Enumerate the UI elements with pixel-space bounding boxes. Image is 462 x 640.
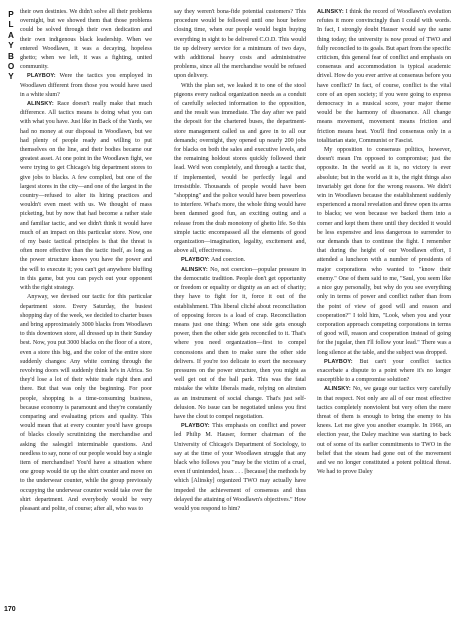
paragraph-text: My opposition to consensus politics, however, doesn't mean I'm opposed to compromise; just the opposite. In the world as it is, no victory is ever absolute; but in the world as it is, the right things also invariably get done for the wrong reasons. We didn't win in Woodlawn because the establishment suddenly experienced a moral revelation and threw open its arms to blacks; we won because we backed them into a corner and kept them there until they decided it would be less expensive and less dangerous to surrender to our demands than to continue the fight. I remember that during the height of our Woodlawn effort, I attended a luncheon with a number of presidents of major corporations who wanted to "know their enemy." One of them said to me, "Saul, you seem like a nice guy personally, but why do you see everything only in terms of power and conflict rather than from the point of view of good will and reason and cooperation?" I told him, "Look, when you and your corporation approach competing corporations in terms of good will, reason and cooperation instead of going for the jugular, then I'll follow your lead." There was a long silence at the table, and the subject was dropped. — [317, 147, 451, 356]
text-column-3 — [317, 8, 451, 632]
paragraph-text: Were the tactics you employed in Woodlawn different from those you would have used in a white slum? — [20, 73, 152, 98]
paragraph-text: And coercion. — [209, 257, 246, 264]
speaker-label: PLAYBOY: — [324, 358, 353, 365]
article-paragraph — [174, 256, 306, 265]
page-number: 170 — [4, 606, 16, 613]
paragraph-text: Race doesn't really make that much difference. All tactics means is doing what you can with what you have. Just like in Back of the Yards, we had no money at our disposal in Woodlawn, but we had plenty of people ready and willing to put themselves on the line, and their bodies became our greatest asset. At one point in the Woodlawn fight, we were trying to get Chicago's big department stores to give jobs to blacks. A few complied, but one of the largest stores in the city—and one of the largest in the country—refused to alter its hiring practices and wouldn't even meet with us. We thought of mass picketing, but by now that had become a rather stale and familiar tactic, and we didn't think it would have much of an impact on this particular store. Now, one of my basic tactical principles is that the threat is often more effective than the tactic itself, as long as the power structure knows you have the power and the will to execute it; you can't get anywhere bluffing in this game, but you can psych out your opponent with the right strategy. — [20, 101, 152, 292]
article-paragraph — [317, 385, 451, 477]
article-paragraph — [317, 146, 451, 358]
speaker-label: PLAYBOY: — [27, 73, 56, 80]
speaker-label: PLAYBOY: — [181, 423, 210, 430]
header-letter: A — [8, 30, 14, 40]
article-paragraph — [174, 8, 306, 82]
speaker-label: PLAYBOY: — [181, 257, 210, 264]
paragraph-text: No, not coercion—popular pressure in the democratic tradition. People don't get opportunity or freedom or equality or dignity as an act of charity; they have to fight for it, force it out of the establishment. This liberal cliché about reconciliation of opposing forces is a load of crap. Reconciliation means just one thing: When one side gets enough power, then the other side gets reconciled to it. That's where you need organization—first to compel concessions and then to make sure the other side delivers. If you're too delicate to exert the necessary pressures on the power structure, then you might as well get out of the ball park. This was the fatal mistake the white liberals made, relying on altruism as an instrument of social change. That's just self-delusion. No issue can be negotiated unless you first have the clout to compel negotiation. — [174, 266, 306, 420]
article-paragraph — [174, 82, 306, 257]
paragraph-text: I think the record of Woodlawn's evolution refutes it more convincingly than I could with words. In fact, I strongly doubt Hauser would say the same thing today; the university is now proud of TWO and fully reconciled to its goals. But apart from the specific criticism, this general fear of conflict and emphasis on consensus and accommodation is typical academic drivel. How do you ever arrive at consensus before you have conflict? In fact, of course, conflict is the vital core of an open society; if you were going to express democracy in a musical score, your major theme would be the harmony of dissonance. All change means movement, movement means friction and friction means heat. You'll find consensus only in a totalitarian state, Communist or Fascist. — [317, 9, 451, 144]
header-letter: P — [8, 10, 14, 19]
header-letter: O — [7, 62, 15, 72]
article-paragraph — [174, 422, 306, 514]
article-paragraph — [20, 8, 152, 72]
speaker-label: ALINSKY: — [317, 9, 344, 15]
paragraph-text: With the plan set, we leaked it to one of the stool pigeons every radical organization needs as a conduit of carefully selected information to the opposition, and the result was immediate. The day after we paid the deposit for the chartered buses, the department-store management called us and gave in to all our demands; overnight, they opened up nearly 200 jobs for blacks on both the sales and executive levels, and the remaining holdout stores quickly followed their lead. We'd won completely, and through a tactic that, if implemented, would be perfectly legal and irresistible. Thousands of people would have been "shopping" and the police would have been powerless to interfere. What's more, the whole thing would have been damned good fun, an exciting outing and a release from the drab monotony of ghetto life. So this simple tactic encompassed all the elements of good organization—imagination, legality, excitement and, above all, effectiveness. — [174, 82, 306, 255]
article-paragraph — [317, 8, 451, 146]
text-column-1 — [20, 8, 152, 632]
magazine-running-header — [4, 10, 18, 83]
paragraph-text: No, we gauge our tactics very carefully in that respect. Not only are all of our most effective tactics completely nonviolent but very often the mere threat of them is enough to bring the enemy to his knees. Let me give you another example. In 1966, an election year, the Daley machine was starting to back out of some of its earlier commitments to TWO in the belief that the steam had gone out of the movement and we no longer constituted a potent political threat. We had to prove Daley — [317, 386, 451, 476]
speaker-label: ALINSKY: — [324, 386, 351, 393]
article-paragraph — [20, 100, 152, 293]
article-paragraph — [20, 293, 152, 514]
article-paragraph — [317, 358, 451, 386]
paragraph-text: Anyway, we devised our tactic for this particular department store. Every Saturday, the busiest shopping day of the week, we decided to charter buses and bring approximately 3000 blacks from Woodlawn to this downtown store, all dressed up in their Sunday best. Now, you put 3000 blacks on the floor of a store, even a store this big, and the color of the entire store suddenly changes: Any white coming through the revolving doors will suddenly think he's in Africa. So they'd lose a lot of their white trade right then and there. But that was only the beginning. For poor people, shopping is a time-consuming business, because economy is paramount and they're constantly comparing and evaluating prices and quality. This would mean that at every counter you'd have groups of blacks closely scrutinizing the merchandise and asking the salesgirl interminable questions. And needless to say, none of our people would buy a single item of merchandise! You'd have a situation where one group would tie up the shirt counter and move on to the underwear counter, while the group previously occupying the underwear counter would take over the shirt department. And everybody would be very pleasant and polite, of course; after all, who was to — [20, 294, 152, 512]
header-letter: L — [8, 20, 14, 30]
paragraph-text: This emphasis on conflict and power led Philip M. Hauser, former chairman of the University of Chicago's Department of Sociology, to say at the time of your Woodlawn struggle that any black who follows you "may be the victim of a cruel, even if unintended, hoax . . . [because] the methods by which [Alinsky] organized TWO may actually have impeded the achievement of consensus and thus delayed the attaining of Woodlawn's objectives." How would you respond to him? — [174, 423, 306, 512]
paragraph-text: their own destinies. We didn't solve all their problems overnight, but we showed them that those problems could be solved through their own dedication and their own indigenous black leadership. When we entered Woodlawn, it was a decaying, hopeless ghetto; when we left, it was a fighting, united community. — [20, 9, 152, 71]
header-letter: B — [8, 51, 14, 61]
article-paragraph — [20, 72, 152, 100]
header-letter: Y — [8, 41, 14, 51]
header-letter: Y — [8, 72, 14, 82]
speaker-label: ALINSKY: — [27, 101, 54, 108]
paragraph-text: But can't your conflict tactics exacerbate a dispute to a point where it's no longer susceptible to a compromise solution? — [317, 358, 451, 384]
paragraph-text: say they weren't bona-fide potential customers? This procedure would be followed until one hour before closing time, when our people would begin buying everything in sight to be delivered C.O.D. This would tie up delivery service for a minimum of two days, with additional heavy costs and administrative problems, since all the merchandise would be refused upon delivery. — [174, 9, 306, 80]
speaker-label: ALINSKY: — [181, 266, 208, 273]
text-column-2 — [174, 8, 306, 632]
article-paragraph — [174, 266, 306, 422]
